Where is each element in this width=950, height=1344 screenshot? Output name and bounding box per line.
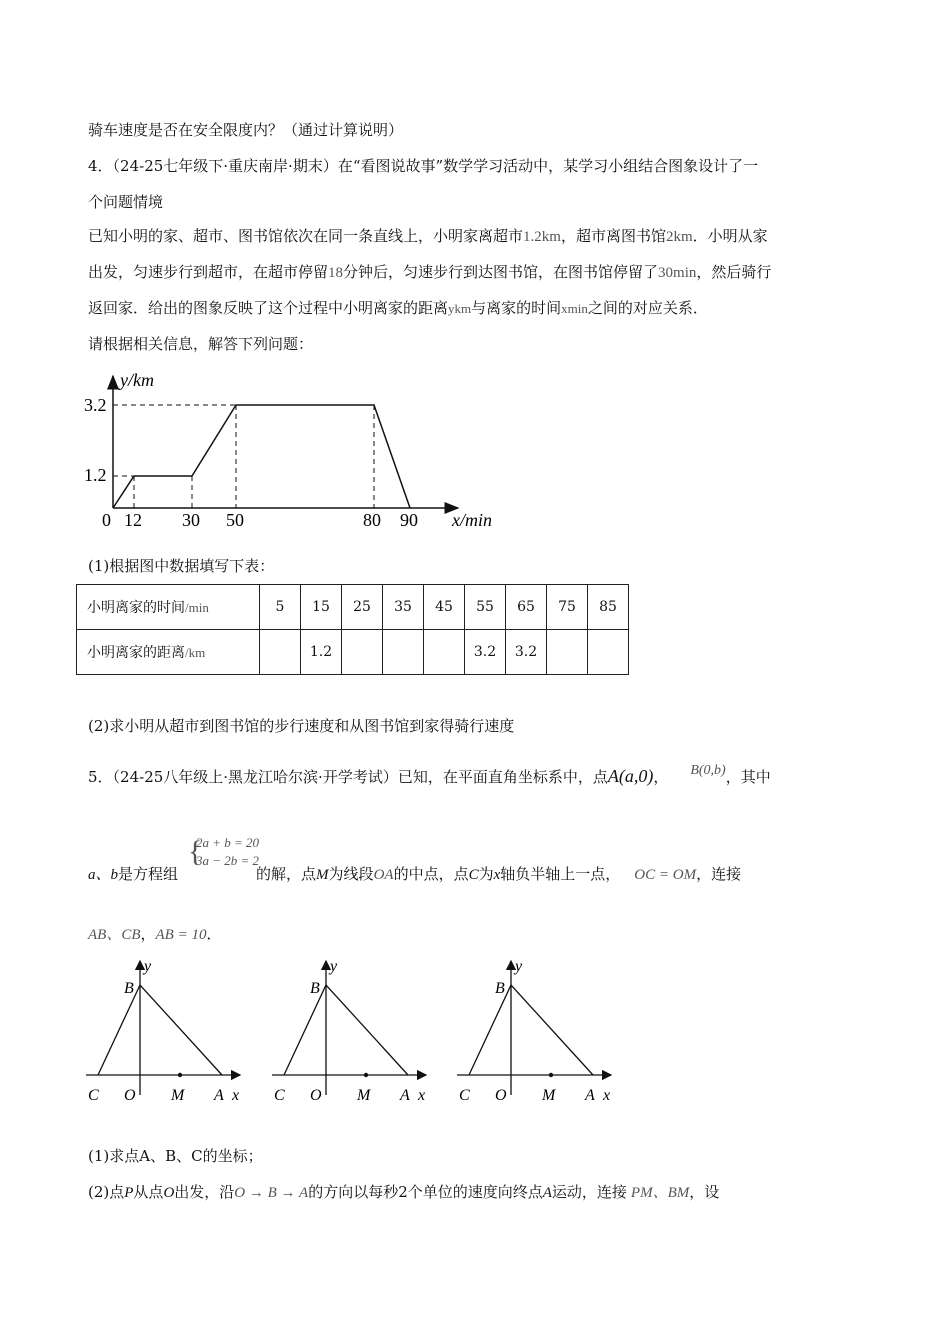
q4-line5 [88, 298, 708, 319]
svg-text:C: C [88, 1087, 99, 1104]
svg-text:M: M [171, 1087, 185, 1104]
q4-source: （24-25七年级下·重庆南岸·期末） [112, 157, 338, 175]
table-cell: 5 [260, 585, 301, 630]
q3-tail-text: 骑车速度是否在安全限度内？（通过计算说明） [88, 121, 404, 139]
q5-number: 5． [88, 768, 113, 786]
table-cell-input[interactable] [424, 630, 465, 675]
svg-text:M: M [357, 1087, 371, 1104]
graph-x-tick-50: 50 [226, 510, 244, 530]
q5-line3: AB、CB，AB = 10． [88, 925, 222, 943]
triangle-figure-3 [455, 955, 625, 1115]
q4-p1c: ．小明从家 [692, 227, 768, 245]
equation-brace: { [188, 835, 203, 868]
q4-sub1: (1)根据图中数据填写下表： [88, 557, 275, 575]
q5-ab: a、b [88, 867, 119, 883]
svg-text:O: O [310, 1087, 322, 1104]
table-cell-input[interactable] [383, 630, 424, 675]
svg-text:A: A [214, 1087, 224, 1104]
table-cell: 1.2 [301, 630, 342, 675]
svg-text:O: O [124, 1087, 136, 1104]
svg-text:y: y [144, 958, 152, 975]
table-row-label: 小明离家的距离/km [77, 630, 260, 675]
q4-p2c: ，然后骑行 [696, 263, 772, 281]
q5-intro: 已知，在平面直角坐标系中，点 [397, 768, 608, 786]
q5-point-a: A(a,0) [607, 766, 654, 786]
svg-text:O: O [495, 1087, 507, 1104]
svg-text:C: C [459, 1087, 470, 1104]
table-row [77, 630, 629, 675]
graph-x-label: x/min [452, 510, 492, 530]
q4-p2a: 出发，匀速步行到超市，在超市停留 [88, 263, 329, 281]
q4-p1b: ，超市离图书馆 [560, 227, 666, 245]
graph-y-tick-3.2: 3.2 [84, 395, 107, 415]
q5-line2: a、b是方程组 的解，点M为线段OA的中点，点C为x轴负半轴上一点， OC = OM，连接 [88, 865, 742, 883]
q4-dist1: 1.2km [523, 229, 561, 245]
svg-text:B: B [124, 980, 134, 997]
q5-line1: 5．（24-25八年级上·黑龙江哈尔滨·开学考试）已知，在平面直角坐标系中，点A(a,0)， B(0,b)，其中 [88, 763, 771, 786]
graph-x-tick-12: 12 [124, 510, 142, 530]
q4-line2: 个问题情境 [88, 193, 164, 211]
q5-tail1: ，其中 [725, 768, 771, 786]
q4-p3a: 返回家．给出的图象反映了这个过程中小明离家的距离 [88, 299, 449, 317]
distance-time-graph [80, 368, 520, 538]
table-cell: 65 [506, 585, 547, 630]
q5-is-solution: 是方程组 [118, 865, 179, 883]
table-cell: 85 [588, 585, 629, 630]
triangle-figure-2 [270, 955, 440, 1115]
table-cell-input[interactable] [342, 630, 383, 675]
graph-y-label: y/km [120, 370, 154, 390]
table-cell: 45 [424, 585, 465, 630]
q5-ab-cb: AB、CB [88, 927, 141, 943]
q4-p1a: 已知小明的家、超市、图书馆依次在同一条直线上，小明家离超市 [88, 227, 524, 245]
equation-1: 2a + b = 20 [196, 835, 260, 850]
q4-var-x: xmin [561, 301, 588, 316]
q4-line6: 请根据相关信息，解答下列问题： [88, 335, 314, 353]
graph-y-tick-1.2: 1.2 [84, 465, 107, 485]
q4-line1 [88, 156, 758, 176]
graph-x-tick-80: 80 [363, 510, 381, 530]
svg-text:B: B [310, 980, 320, 997]
q4-stay1: 18 [328, 265, 344, 281]
svg-text:B: B [495, 980, 505, 997]
q4-p3b: 与离家的时间 [471, 299, 562, 317]
q4-line4 [88, 262, 771, 283]
svg-text:x: x [603, 1087, 611, 1104]
q5-path: O → B → A [234, 1185, 309, 1201]
svg-text:x: x [418, 1087, 426, 1104]
graph-x-tick-90: 90 [400, 510, 418, 530]
table-cell-input[interactable] [588, 630, 629, 675]
svg-text:C: C [274, 1087, 285, 1104]
q5-pm-bm: PM、BM [630, 1185, 690, 1201]
table-cell: 3.2 [506, 630, 547, 675]
q4-stay2: 30min [658, 265, 697, 281]
graph-x-tick-0: 0 [102, 510, 111, 530]
q5-ab10: AB = 10 [155, 927, 207, 943]
q4-var-y: ykm [448, 301, 472, 316]
q5-sub1: (1)求点A、B、C的坐标； [88, 1147, 263, 1165]
triangle-figure-1 [84, 955, 254, 1115]
table-cell: 75 [547, 585, 588, 630]
table-cell-input[interactable] [260, 630, 301, 675]
data-table [76, 584, 629, 675]
svg-text:M: M [542, 1087, 556, 1104]
q4-intro-a: 在“看图说故事”数学学习活动中，某学习小组结合图象设计了一 [337, 157, 759, 175]
q4-sub2: (2)求小明从超市到图书馆的步行速度和从图书馆到家得骑行速度 [88, 717, 515, 735]
q4-number: 4． [88, 157, 113, 175]
table-cell: 15 [301, 585, 342, 630]
svg-text:A: A [400, 1087, 410, 1104]
q4-p2b: 分钟后，匀速步行到达图书馆，在图书馆停留了 [343, 263, 659, 281]
svg-text:y: y [330, 958, 338, 975]
q4-dist2: 2km [665, 229, 693, 245]
table-row-label: 小明离家的时间/min [77, 585, 260, 630]
graph-line [113, 405, 410, 508]
q4-line3 [88, 226, 768, 247]
svg-text:A: A [585, 1087, 595, 1104]
svg-text:y: y [515, 958, 523, 975]
equation-2: 3a − 2b = 2 [196, 853, 260, 868]
table-cell: 25 [342, 585, 383, 630]
q5-point-b: B(0,b) [690, 763, 726, 778]
q4-p3c: 之间的对应关系． [587, 299, 708, 317]
graph-guides [113, 405, 374, 508]
table-cell: 35 [383, 585, 424, 630]
graph-x-tick-30: 30 [182, 510, 200, 530]
q5-sub2: (2)点P从点O出发，沿O → B → A的方向以每秒2个单位的速度向终点A运动，连接 PM、BM，设 [88, 1183, 720, 1201]
table-row [77, 585, 629, 630]
table-cell: 55 [465, 585, 506, 630]
svg-text:x: x [232, 1087, 240, 1104]
table-cell: 3.2 [465, 630, 506, 675]
q5-source: （24-25八年级上·黑龙江哈尔滨·开学考试） [112, 768, 398, 786]
table-cell-input[interactable] [547, 630, 588, 675]
